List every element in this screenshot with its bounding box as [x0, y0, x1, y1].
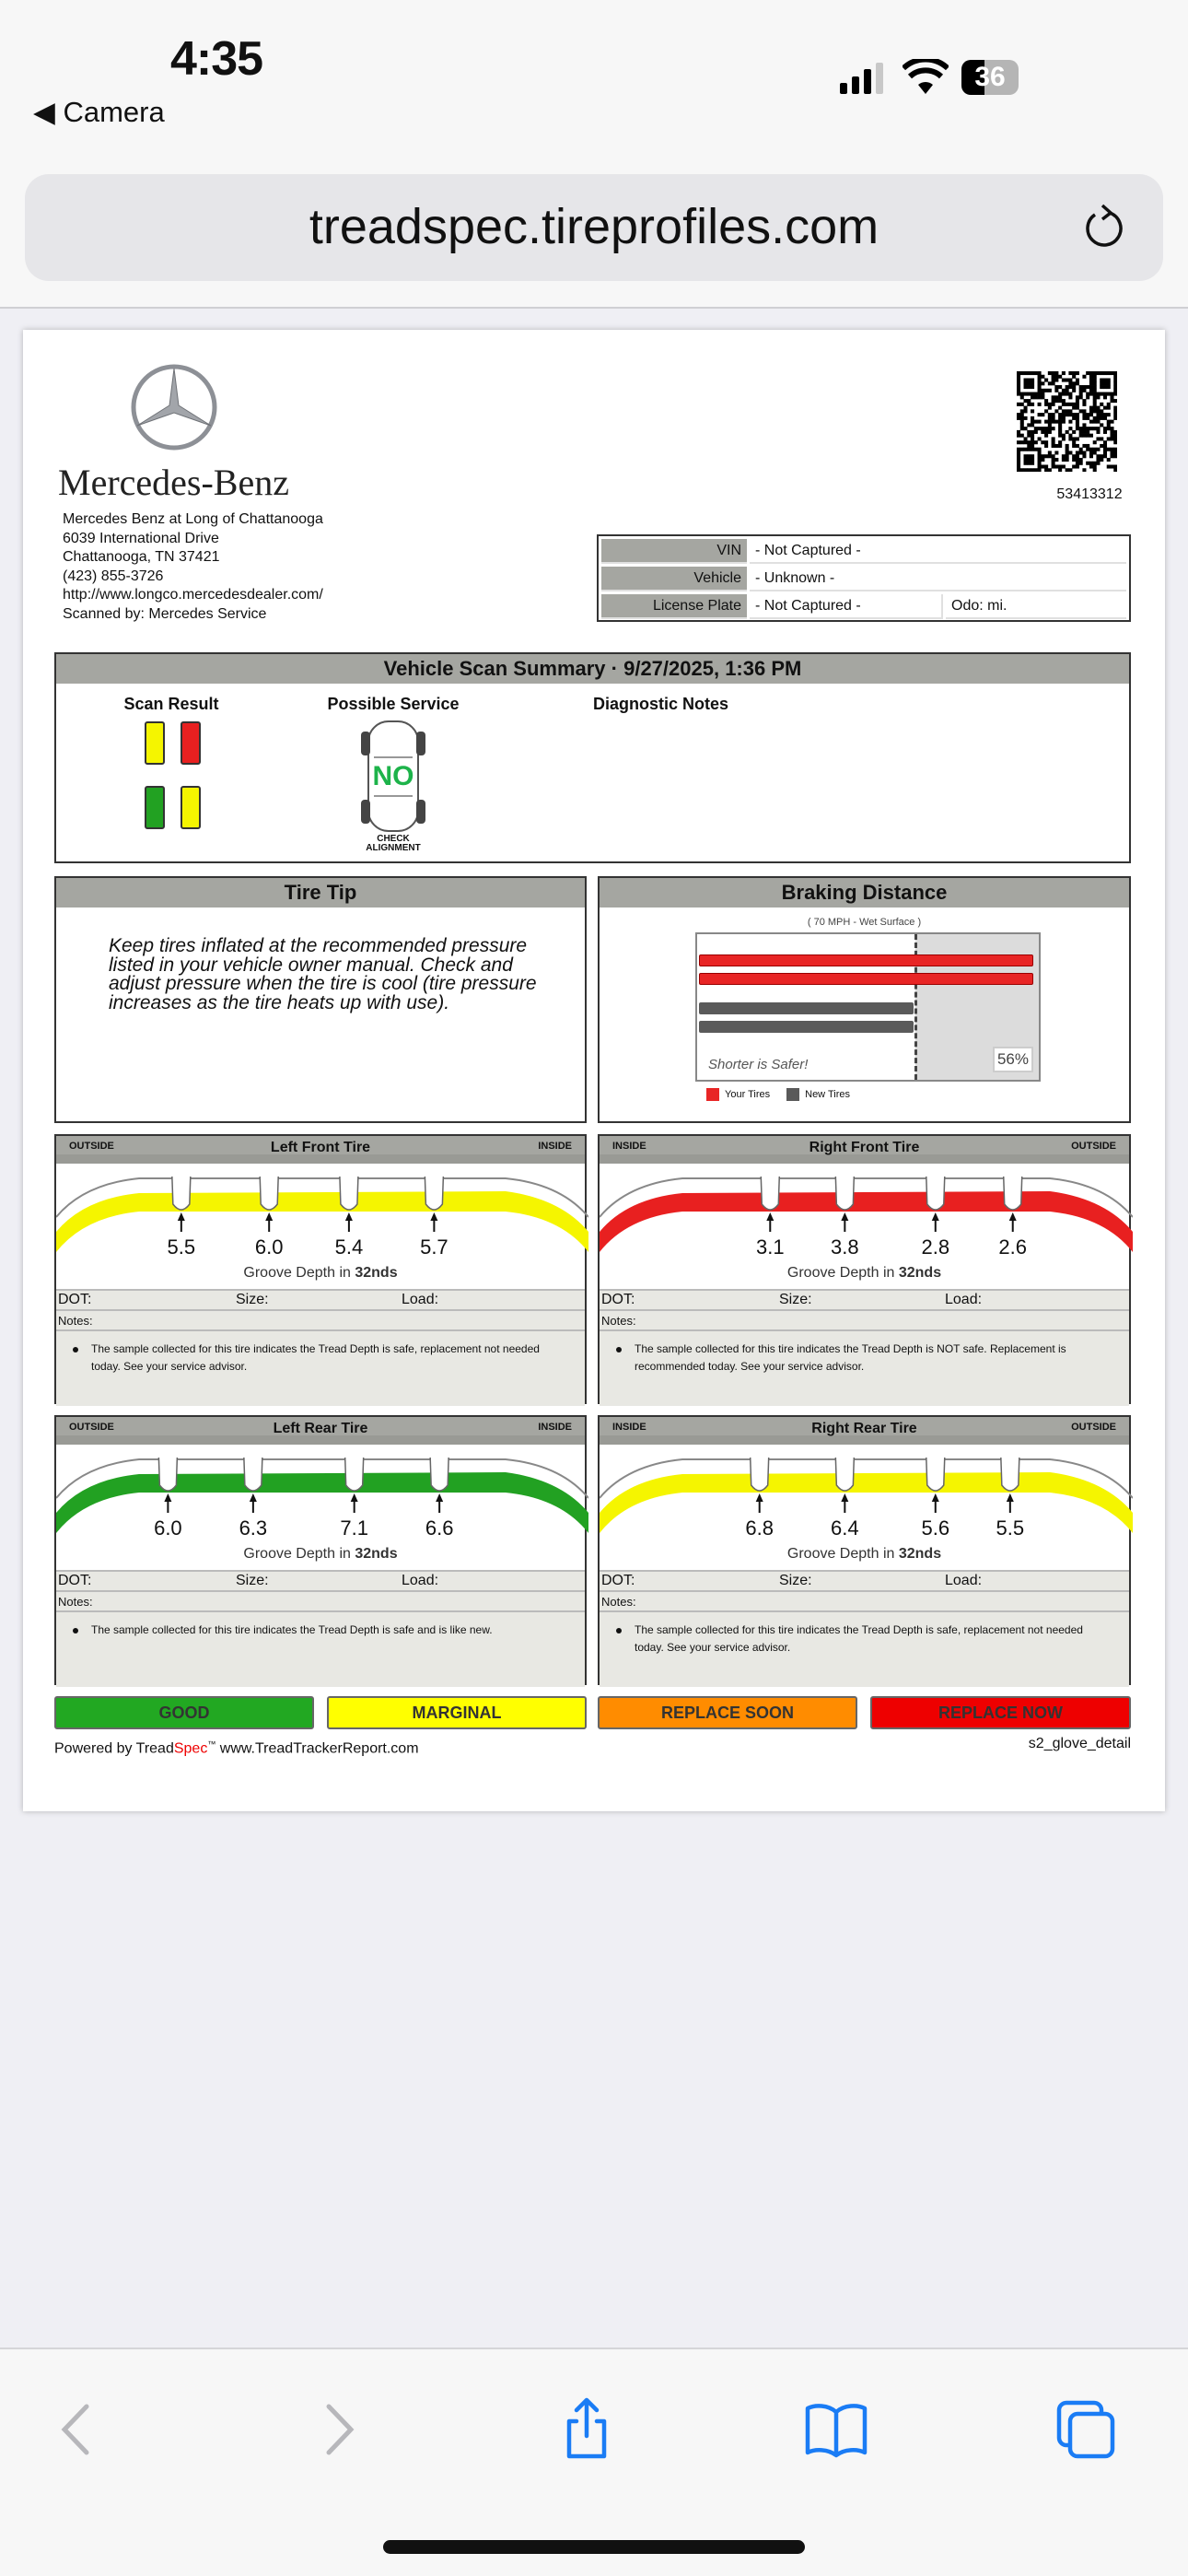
- vin-label: VIN: [601, 539, 747, 564]
- groove-arrow-icon: [430, 1212, 437, 1232]
- groove-depth-value: 5.5: [167, 1235, 196, 1259]
- tire-side-right: INSIDE: [538, 1141, 572, 1152]
- groove-depth-value: 5.6: [921, 1516, 950, 1540]
- tire-header: [56, 1136, 585, 1164]
- tire-note: The sample collected for this tire indicates the Tread Depth is safe, replacement not needed today. See your service advisor.: [56, 1329, 585, 1406]
- diagnostic-notes-label: Diagnostic Notes: [593, 695, 729, 713]
- dealer-phone: (423) 855-3726: [63, 568, 164, 584]
- braking-title: Braking Distance: [600, 878, 1129, 907]
- dot-label: DOT:: [601, 1292, 635, 1307]
- tire-note: The sample collected for this tire indicates the Tread Depth is NOT safe. Replacement is recommended today. See your service advisor.: [600, 1329, 1129, 1406]
- indicator-left-rear: [145, 786, 165, 829]
- browser-chrome: [0, 0, 1188, 309]
- service-status: NO: [372, 761, 414, 791]
- tire-side-right: OUTSIDE: [1071, 1422, 1116, 1433]
- trademark: ™: [207, 1739, 216, 1749]
- tire-panel-right-front: [598, 1134, 1131, 1404]
- tire-note: The sample collected for this tire indicates the Tread Depth is safe and is like new.: [56, 1610, 585, 1687]
- dealer-city: Chattanooga, TN 37421: [63, 549, 220, 565]
- dealer-website[interactable]: http://www.longco.mercedesdealer.com/: [63, 587, 323, 603]
- bookmarks-icon[interactable]: [804, 2397, 868, 2462]
- caption-prefix: Groove Depth in: [786, 1546, 899, 1562]
- indicator-right-rear: [181, 786, 201, 829]
- dot-label: DOT:: [58, 1292, 92, 1307]
- groove-depth-value: 6.4: [831, 1516, 859, 1540]
- tabs-icon[interactable]: [1054, 2397, 1118, 2462]
- notes-row: [600, 1590, 1129, 1610]
- caption-line-2: ALIGNMENT: [366, 843, 421, 853]
- groove-depth-value: 5.5: [996, 1516, 1025, 1540]
- groove-arrow-icon: [756, 1493, 763, 1513]
- bar-new-tires: [699, 1021, 914, 1033]
- load-label: Load:: [945, 1292, 983, 1307]
- possible-service-label: Possible Service: [327, 695, 460, 713]
- braking-chart: [695, 932, 1041, 1082]
- plate-label: License Plate: [601, 594, 747, 619]
- groove-depth-caption: [56, 1265, 585, 1282]
- notes-label: Notes:: [58, 1595, 93, 1609]
- share-icon[interactable]: [554, 2397, 619, 2462]
- vehicle-info-table: [597, 534, 1131, 622]
- legend-marginal: MARGINAL: [327, 1696, 587, 1729]
- caption-line-1: CHECK: [377, 834, 410, 844]
- legend-swatch-your-tires: [706, 1088, 719, 1101]
- back-app-label: Camera: [63, 96, 165, 128]
- braking-legend: [706, 1088, 850, 1101]
- bar-your-tires: [699, 954, 1033, 966]
- scan-result-label: Scan Result: [123, 695, 219, 713]
- powered-by: [54, 1739, 419, 1757]
- size-label: Size:: [779, 1573, 812, 1588]
- groove-arrow-icon: [250, 1493, 257, 1513]
- groove-depth-value: 6.6: [425, 1516, 454, 1540]
- dealer-street: 6039 International Drive: [63, 530, 219, 546]
- caption-prefix: Groove Depth in: [786, 1265, 899, 1281]
- scan-summary: [54, 652, 1131, 863]
- tire-header: [56, 1417, 585, 1445]
- notes-row: [600, 1309, 1129, 1329]
- legend-replace-soon: REPLACE SOON: [598, 1696, 857, 1729]
- tire-header: [600, 1136, 1129, 1164]
- groove-arrow-icon: [932, 1493, 939, 1513]
- caption-unit: 32nds: [355, 1546, 398, 1562]
- load-label: Load:: [945, 1573, 983, 1588]
- groove-depth-value: 6.0: [254, 1235, 284, 1259]
- notes-label: Notes:: [601, 1314, 636, 1328]
- tire-side-right: OUTSIDE: [1071, 1141, 1116, 1152]
- tire-panel-left-front: [54, 1134, 587, 1404]
- tread-profile: [56, 1445, 585, 1570]
- groove-depth-value: 2.8: [921, 1235, 950, 1259]
- report-id: 53413312: [1056, 486, 1123, 502]
- tire-side-left: INSIDE: [612, 1422, 646, 1433]
- tire-header: [600, 1417, 1129, 1445]
- load-label: Load:: [402, 1573, 439, 1588]
- status-icons: [838, 57, 1019, 98]
- notes-row: [56, 1590, 585, 1610]
- tire-side-left: OUTSIDE: [69, 1422, 114, 1433]
- groove-arrow-icon: [841, 1212, 848, 1232]
- groove-arrow-icon: [436, 1493, 443, 1513]
- bar-new-tires: [699, 1002, 914, 1014]
- tire-specs-row: [600, 1289, 1129, 1309]
- braking-subtitle: ( 70 MPH - Wet Surface ): [807, 917, 922, 928]
- groove-arrow-icon: [766, 1212, 774, 1232]
- tire-side-right: INSIDE: [538, 1422, 572, 1433]
- vehicle-label: Vehicle: [601, 567, 747, 591]
- groove-arrow-icon: [1009, 1212, 1017, 1232]
- tire-title: Left Rear Tire: [273, 1421, 368, 1436]
- groove-depth-value: 2.6: [998, 1235, 1028, 1259]
- groove-depth-caption: [600, 1265, 1129, 1282]
- groove-arrow-icon: [265, 1212, 273, 1232]
- tire-specs-row: [600, 1570, 1129, 1590]
- caption-prefix: Groove Depth in: [243, 1265, 355, 1281]
- size-label: Size:: [236, 1573, 269, 1588]
- status-time: 4:35: [170, 32, 263, 86]
- caption-unit: 32nds: [355, 1265, 398, 1281]
- back-triangle-icon: ◀: [33, 96, 55, 128]
- brand-spec: Spec: [173, 1740, 208, 1757]
- legend-replace-now: REPLACE NOW: [870, 1696, 1131, 1729]
- footer-site[interactable]: www.TreadTrackerReport.com: [215, 1740, 419, 1757]
- braking-tagline: Shorter is Safer!: [708, 1057, 809, 1072]
- groove-depth-value: 6.8: [745, 1516, 774, 1540]
- report-code: s2_glove_detail: [1028, 1736, 1131, 1751]
- mercedes-star-logo: [130, 363, 218, 451]
- address-bar[interactable]: [25, 174, 1163, 281]
- notes-label: Notes:: [58, 1314, 93, 1328]
- braking-distance-panel: [598, 876, 1131, 1123]
- powered-by-text: Powered by Tread: [54, 1740, 174, 1757]
- groove-depth-value: 5.4: [334, 1235, 364, 1259]
- back-to-app-link[interactable]: [33, 96, 165, 129]
- caption-prefix: Groove Depth in: [243, 1546, 355, 1562]
- home-indicator[interactable]: [383, 2540, 805, 2554]
- groove-depth-value: 5.7: [420, 1235, 448, 1259]
- groove-depth-value: 6.0: [154, 1516, 182, 1540]
- size-label: Size:: [236, 1292, 269, 1307]
- tire-specs-row: [56, 1570, 585, 1590]
- groove-arrow-icon: [351, 1493, 358, 1513]
- groove-arrow-icon: [178, 1212, 185, 1232]
- tread-profile: [600, 1164, 1129, 1289]
- back-icon[interactable]: [46, 2397, 111, 2462]
- dot-label: DOT:: [601, 1573, 635, 1588]
- tire-side-left: OUTSIDE: [69, 1141, 114, 1152]
- tire-tip-title: Tire Tip: [56, 878, 585, 907]
- tire-title: Left Front Tire: [270, 1140, 371, 1155]
- vin-value: - Not Captured -: [750, 539, 1126, 564]
- dot-label: DOT:: [58, 1573, 92, 1588]
- indicator-right-front: [181, 721, 201, 765]
- tire-panel-right-rear: [598, 1415, 1131, 1685]
- vehicle-value: - Unknown -: [750, 567, 1126, 591]
- groove-depth-caption: [56, 1546, 585, 1563]
- groove-arrow-icon: [1007, 1493, 1014, 1513]
- groove-arrow-icon: [164, 1493, 171, 1513]
- tread-profile: [56, 1164, 585, 1289]
- load-label: Load:: [402, 1292, 439, 1307]
- dealer-info: [63, 510, 323, 624]
- scan-summary-title: Vehicle Scan Summary · 9/27/2025, 1:36 PM: [56, 654, 1129, 684]
- caption-unit: 32nds: [898, 1265, 942, 1281]
- groove-depth-value: 7.1: [340, 1516, 368, 1540]
- groove-arrow-icon: [841, 1493, 848, 1513]
- forward-icon[interactable]: [305, 2397, 369, 2462]
- groove-arrow-icon: [345, 1212, 353, 1232]
- legend-your-tires: Your Tires: [725, 1089, 771, 1100]
- braking-percent: 56%: [993, 1047, 1033, 1072]
- legend-swatch-new-tires: [786, 1088, 799, 1101]
- notes-row: [56, 1309, 585, 1329]
- plate-value: - Not Captured -: [750, 594, 943, 619]
- tire-side-left: INSIDE: [612, 1141, 646, 1152]
- tire-tip-text: Keep tires inflated at the recommended pressure listed in your vehicle owner manual. Check and adjust pressure when the tire is cool (tire pressure increases as the tire heats up with use).: [109, 935, 537, 1013]
- size-label: Size:: [779, 1292, 812, 1307]
- caption-unit: 32nds: [898, 1546, 942, 1562]
- groove-depth-value: 6.3: [239, 1516, 268, 1540]
- battery-level: 36: [974, 62, 1006, 92]
- tread-profile: [600, 1445, 1129, 1570]
- indicator-left-front: [145, 721, 165, 765]
- tire-note: The sample collected for this tire indicates the Tread Depth is safe, replacement not needed today. See your service advisor.: [600, 1610, 1129, 1687]
- notes-label: Notes:: [601, 1595, 636, 1609]
- brand-wordmark: Mercedes-Benz: [58, 462, 289, 503]
- qr-code: [1017, 371, 1117, 472]
- wifi-icon: [903, 59, 949, 96]
- tire-panel-left-rear: [54, 1415, 587, 1685]
- dealer-name: Mercedes Benz at Long of Chattanooga: [63, 511, 323, 527]
- tire-title: Right Rear Tire: [811, 1421, 917, 1436]
- groove-depth-value: 3.8: [831, 1235, 859, 1259]
- tire-specs-row: [56, 1289, 585, 1309]
- scanned-by: Scanned by: Mercedes Service: [63, 605, 267, 622]
- tire-tip-panel: [54, 876, 587, 1123]
- groove-arrow-icon: [932, 1212, 939, 1232]
- tire-title: Right Front Tire: [809, 1140, 920, 1155]
- report-page: [23, 330, 1165, 1811]
- check-alignment-caption: [342, 835, 445, 853]
- legend-new-tires: New Tires: [805, 1089, 851, 1100]
- battery-icon: [961, 60, 1019, 95]
- signal-icon: [838, 61, 890, 94]
- url-text[interactable]: treadspec.tireprofiles.com: [309, 199, 879, 254]
- groove-depth-caption: [600, 1546, 1129, 1563]
- bar-your-tires: [699, 973, 1033, 985]
- odometer: Odo: mi.: [946, 594, 1126, 619]
- reload-icon[interactable]: [1078, 202, 1130, 253]
- legend-good: GOOD: [54, 1696, 314, 1729]
- tread-band: [56, 1472, 588, 1533]
- groove-depth-value: 3.1: [755, 1235, 785, 1259]
